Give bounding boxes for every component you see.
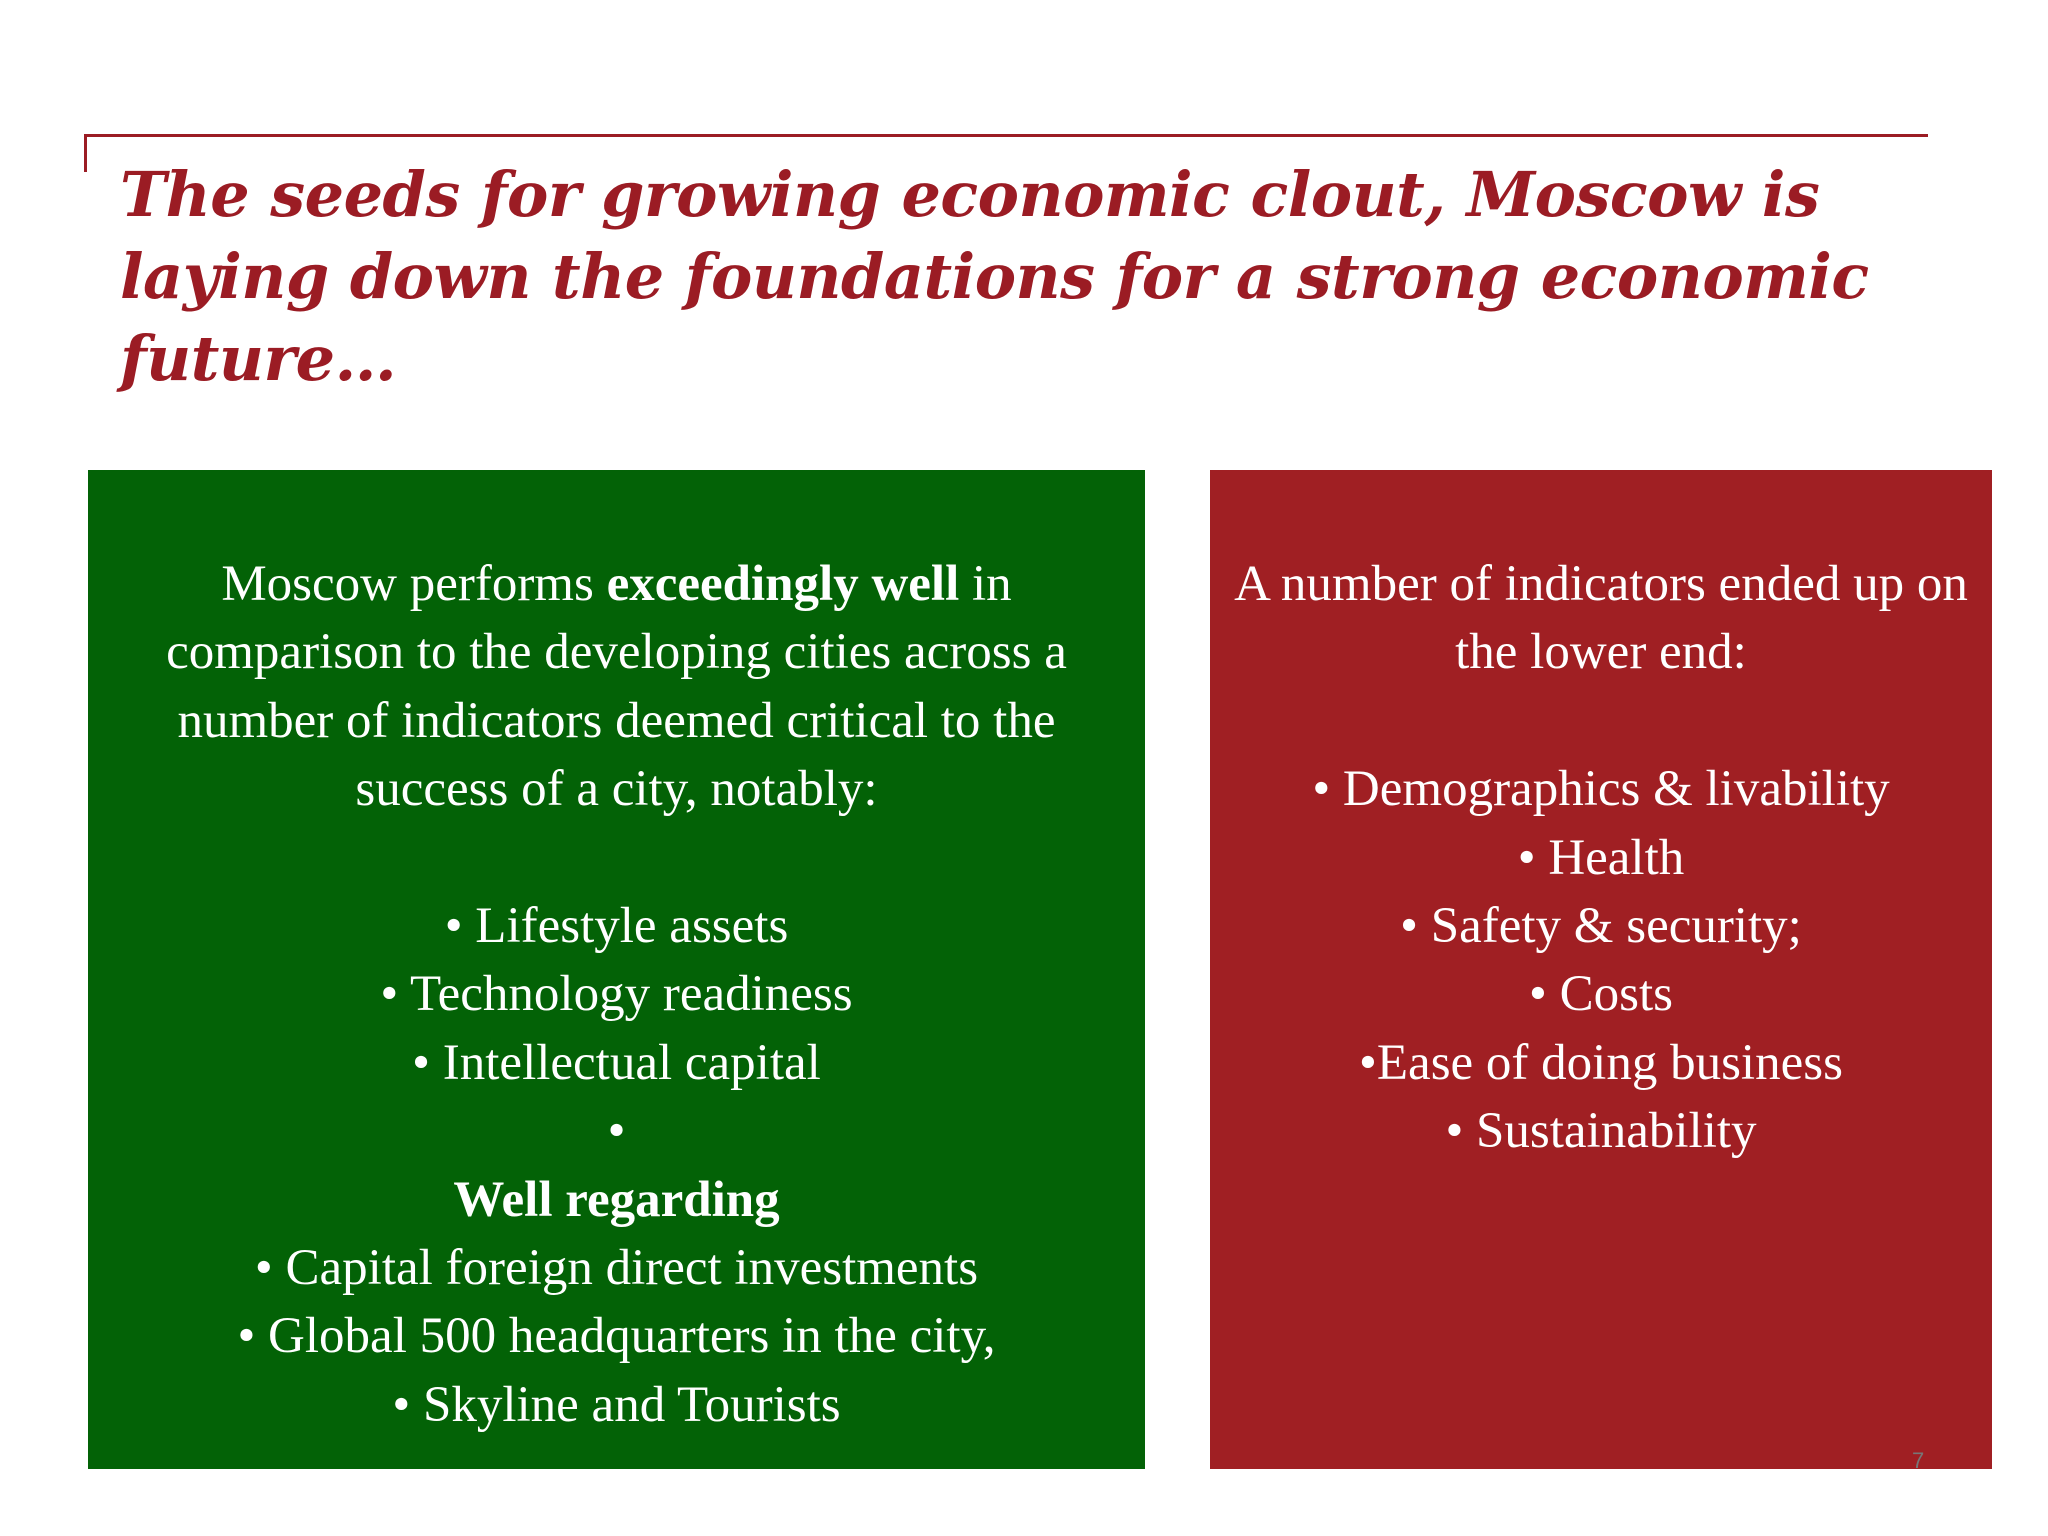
slide-title: The seeds for growing economic clout, Moscow is laying down the foundations for a strong economic future…: [120, 158, 1869, 395]
strengths-intro-start: Moscow performs: [221, 556, 607, 612]
well-regarding-item: • Skyline and Tourists: [392, 1376, 841, 1433]
well-regarding-heading-text: Well regarding: [453, 1171, 780, 1228]
weakness-item: • Health: [1517, 829, 1685, 886]
strengths-panel: [88, 470, 1145, 1469]
strengths-intro-end: in comparison to the developing cities across a number of indicators deemed critical to the success of a city, notably:: [166, 556, 1067, 818]
strength-item: • Lifestyle assets: [444, 898, 789, 955]
well-regarding-heading: [108, 1166, 1125, 1234]
weakness-item: • Costs: [1529, 966, 1673, 1023]
well-regarding-item: • Capital foreign direct investments: [254, 1240, 979, 1297]
strength-item: • Technology readiness: [380, 966, 853, 1023]
strength-item: •: [607, 1103, 626, 1160]
weaknesses-panel: [1210, 470, 1992, 1469]
weakness-item: •Ease of doing business: [1359, 1034, 1843, 1091]
spacer: [1220, 687, 1982, 755]
weaknesses-intro: A number of indicators ended up on the lower end:: [1234, 556, 1968, 681]
weakness-item: • Sustainability: [1445, 1103, 1757, 1160]
page-number: 7: [1912, 1448, 1925, 1473]
title-rule: [84, 134, 1928, 137]
strength-item: • Intellectual capital: [412, 1034, 821, 1091]
weakness-item: • Demographics & livability: [1312, 761, 1890, 818]
strengths-intro-emphasis: exceedingly well: [606, 556, 960, 612]
well-regarding-item: • Global 500 headquarters in the city,: [237, 1308, 996, 1365]
title-rule-tick: [84, 134, 87, 172]
spacer: [108, 824, 1125, 892]
strengths-intro: [108, 550, 1125, 824]
weakness-item: • Safety & security;: [1400, 898, 1802, 955]
